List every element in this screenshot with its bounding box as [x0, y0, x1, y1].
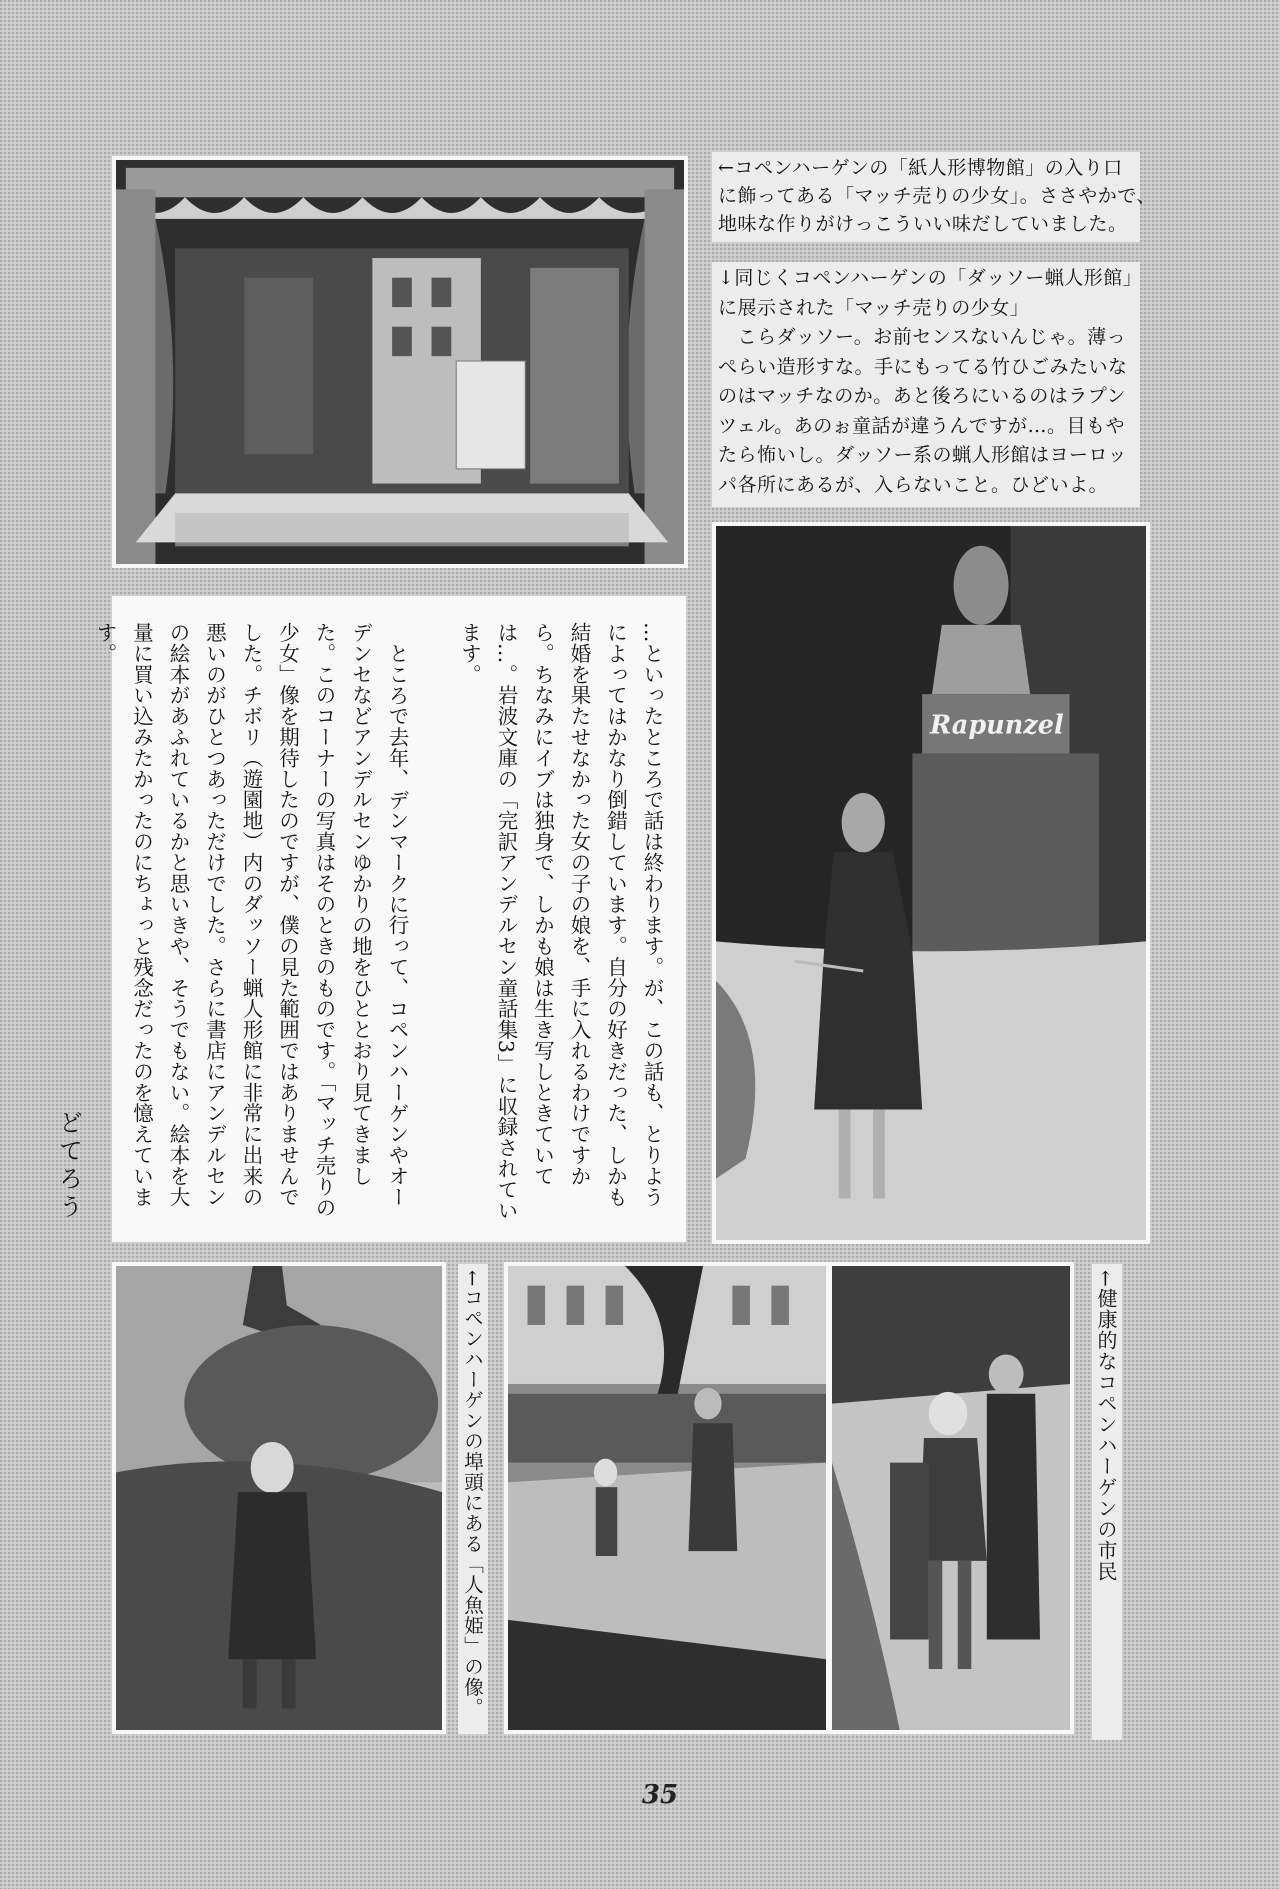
caption-line: ↓同じくコペンハーゲンの「ダッソー蝋人形館」 — [718, 267, 1143, 289]
little-mermaid-photo — [112, 1262, 446, 1734]
caption-line: こらダッソー。お前センスないんじゃ。薄っ — [718, 326, 1127, 348]
caption-line: パ各所にあるが、入らないこと。ひどいよ。 — [718, 473, 1109, 496]
wax-figure-photo — [712, 522, 1150, 1244]
article-paragraph-2: ところで去年、デンマークに行って、コペンハーゲンやオーデンセなどアンデルセンゆかりの地をひととおり見てきました。このコーナーの写真はそのときのものです。「マッチ売りの少女」像を期待したのですが、僕の見た範囲ではありませんでした。チボリ（遊園地）内のダッソー蝋人形館に非常に出来の悪いのがひとつあっただけでした。さらに書店にアンデルセンの絵本があふれているかと思いきや、そうでもない。絵本を大量に買い込みたかったのにちょっと残念だったのを憶えています。 — [93, 622, 409, 1218]
children-canal-photo — [504, 1262, 830, 1734]
caption-line: に展示された「マッチ売りの少女」 — [718, 296, 1030, 319]
rapunzel-sign: Rapunzel — [930, 710, 1064, 741]
wax-museum-caption — [712, 262, 1143, 507]
page-number: 35 — [641, 1780, 679, 1810]
caption-line: に飾ってある「マッチ売りの少女」。ささやかで、 — [718, 185, 1156, 207]
article-body — [50, 622, 670, 1222]
caption-line: ぺらい造形すな。手にもってる竹ひごみたいな — [718, 355, 1128, 378]
article-text-box — [54, 596, 686, 1242]
caption-line: ツェル。あのぉ童話が違うんですが…。目もや — [718, 414, 1126, 437]
citizens-photo — [828, 1262, 1074, 1734]
author-signature: どてろう — [54, 1110, 83, 1222]
caption-line: たら怖いし。ダッソー系の蝋人形館はヨーロッ — [718, 444, 1128, 466]
citizens-caption: ←健康的なコペンハーゲンの市民 — [1092, 1264, 1122, 1740]
caption-line: のはマッチなのか。あと後ろにいるのはラプン — [718, 385, 1126, 407]
paper-theater-caption — [712, 152, 1156, 242]
caption-line: 地味な作りがけっこういい味だしていました。 — [718, 213, 1128, 235]
paper-theater-photo — [112, 156, 688, 568]
article-paragraph-1: …といったところで話は終わります。が、この話も、とりようによってはかなり倒錯しています。自分の好きだった、しかも結婚を果たせなかった女の子の娘を、手に入れるわけですから。ちなみにイブは独身で、しかも娘は生き写しときていては…。岩波文庫の「完訳アンデルセン童話集3」に収録されています。 — [457, 622, 664, 1221]
mermaid-caption: ←コペンハーゲンの埠頭にある「人魚姫」の像。 — [458, 1264, 488, 1734]
caption-line: ←コペンハーゲンの「紙人形博物館」の入り口 — [718, 157, 1123, 179]
